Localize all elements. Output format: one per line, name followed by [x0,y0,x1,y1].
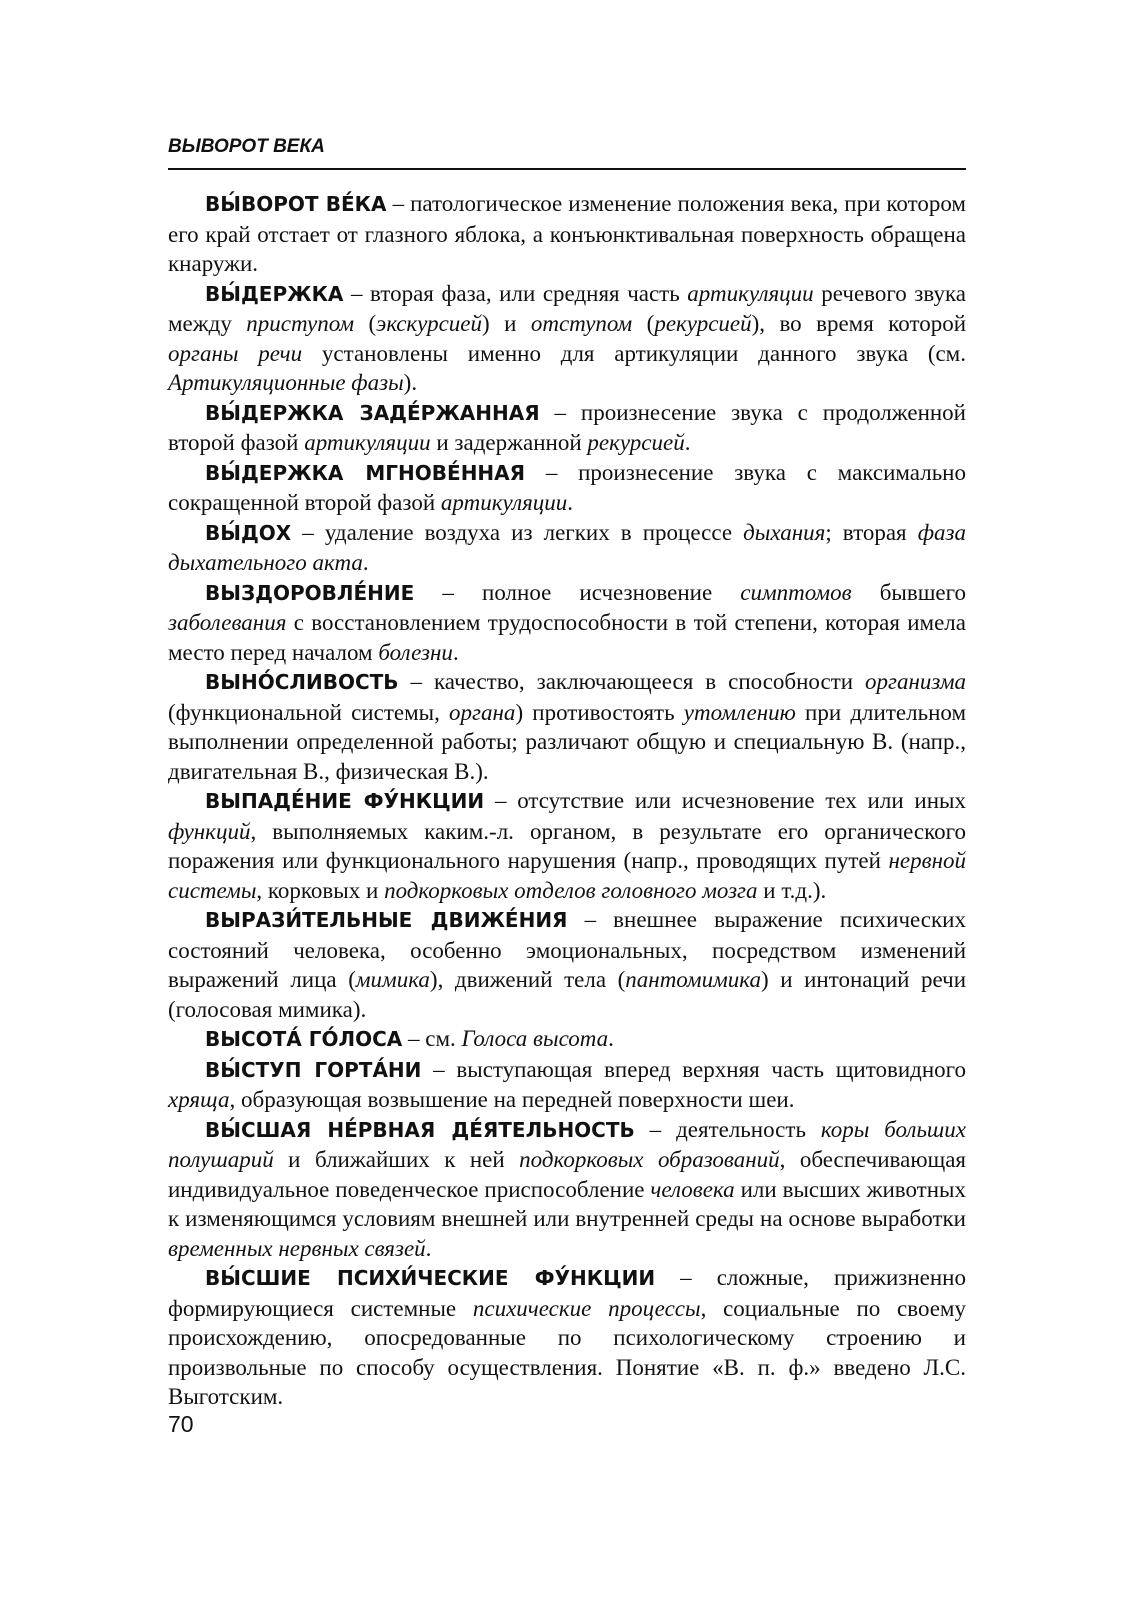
entry-vyrazitelnye-dvizheniya: ВЫРАЗИ́ТЕЛЬНЫЕ ДВИЖЕ́НИЯ – внешнее выражение психических состояний человека, особенно эмоциональных, посредством изменений выражений лица (мимика), движений тела (пантомимика) и интонаций речи (голосовая мимика). [168,907,966,1022]
cross-reference: органа [449,699,516,725]
page-number: 70 [168,1411,194,1437]
cross-reference: человека [650,1176,735,1202]
entry-term: ВЫ́ДЕРЖКА ЗАДЕ́РЖАННАЯ [205,400,540,425]
cross-reference: рекурсией [587,430,685,455]
cross-reference: пантомимика [625,967,761,992]
cross-reference: временных нервных связей [168,1235,426,1261]
entry-vysota-golosa: ВЫСОТА́ ГО́ЛОСА – см. Голоса высота. [205,1026,614,1051]
dictionary-text [168,189,966,1412]
entry-vysshie-psikhicheskie-funktsii: ВЫ́СШИЕ ПСИХИ́ЧЕСКИЕ ФУ́НКЦИИ – сложные, прижизненно формирующиеся системные психические процессы, социальные по своему происхождению, опосредованные по психологическому строению и произвольные по способу осуществления. Понятие «В. п. ф.» введено Л.С. Выготским. [168,1265,966,1409]
cross-reference: утомлению [683,699,796,725]
entry-term: ВЫ́ДЕРЖКА [205,281,344,306]
cross-reference: болезни [378,639,453,665]
cross-reference: коры больших полушарий [168,1116,966,1172]
entry-vyderzhka-zaderzhannaya: ВЫ́ДЕРЖКА ЗАДЕ́РЖАННАЯ – произнесение звука с продолженной второй фазой артикуляции и задержанной рекурсией. [168,399,966,455]
cross-reference: рекурсией [654,311,752,336]
cross-reference: артикуляции [440,490,568,515]
entry-vyzdorovlenie: ВЫЗДОРОВЛЕ́НИЕ – полное исчезновение симптомов бывшего заболевания с восстановлением трудоспособности в той степени, которая имела место перед началом болезни. [168,579,966,665]
cross-reference: артикуляции [304,430,431,455]
cross-reference: приступом [246,311,355,336]
cross-reference: нервной системы [168,848,966,903]
entry-term: ВЫПАДЕ́НИЕ ФУ́НКЦИИ [205,789,485,813]
entry-term: ВЫРАЗИ́ТЕЛЬНЫЕ ДВИЖЕ́НИЯ [205,908,568,932]
entry-term: ВЫ́СТУП ГОРТА́НИ [205,1057,422,1082]
cross-reference: органы речи [168,340,303,366]
cross-reference: фаза дыхательного акта [168,519,966,575]
entry-term: ВЫ́СШАЯ НЕ́РВНАЯ ДЕ́ЯТЕЛЬНОСТЬ [205,1117,635,1142]
cross-reference: мимика [355,967,430,992]
entry-vysshaya-nervnaya-deyatelnost: ВЫ́СШАЯ НЕ́РВНАЯ ДЕ́ЯТЕЛЬНОСТЬ – деятельность коры больших полушарий и ближайших к ней подкорковых образований, обеспечивающая индивидуальное поведенческое приспособление человека или высших животных к изменяющимся условиям внешней или внутренней среды на основе выработки временных нервных связей. [168,1116,966,1261]
entry-term: ВЫ́ДЕРЖКА МГНОВЕ́ННАЯ [205,460,526,485]
header-rule [168,168,966,170]
cross-reference: экскурсией [376,311,482,336]
cross-reference: Артикуляционные фазы [168,370,404,395]
cross-reference: хряща [168,1087,230,1112]
entry-vyderzhka-mgnovennaya: ВЫ́ДЕРЖКА МГНОВЕ́ННАЯ – произнесение звука с максимально сокращенной второй фазой артикуляции. [168,459,966,515]
entry-vyvorot-veka: ВЫ́ВОРОТ ВЕ́КА – патологическое изменение положения века, при котором его край отстает от глазного яблока, а конъюнктивальная поверхность обращена кнаружи. [168,191,966,276]
entry-vypadenie-funktsii: ВЫПАДЕ́НИЕ ФУ́НКЦИИ – отсутствие или исчезновение тех или иных функций, выполняемых каким.-л. органом, в результате его органического поражения или функционального нарушения (напр., проводящих путей нервной системы, корковых и подкорковых отделов головного мозга и т.д.). [168,788,966,903]
cross-reference: симптомов [740,579,852,605]
entry-term: ВЫНО́СЛИВОСТЬ [205,670,399,694]
cross-reference: функций [168,818,251,844]
entry-term: ВЫ́ДОХ [205,520,292,545]
cross-reference: подкорковых отделов головного мозга [384,877,758,903]
cross-reference: Голоса высота [461,1026,609,1051]
running-head: ВЫВОРОТ ВЕКА [168,136,325,157]
entry-vystup-gortani: ВЫ́СТУП ГОРТА́НИ – выступающая вперед верхняя часть щитовидного хряща, образующая возвышение на передней поверхности шеи. [168,1056,966,1112]
cross-reference: заболевания [168,610,287,635]
entry-term: ВЫЗДОРОВЛЕ́НИЕ [205,580,415,605]
entry-term: ВЫ́ВОРОТ ВЕ́КА [205,192,387,216]
cross-reference: дыхания [743,519,826,545]
entry-vynoslivost: ВЫНО́СЛИВОСТЬ – качество, заключающееся в способности организма (функциональной системы, органа) противостоять утомлению при длительном выполнении определенной работы; различают общую и специальную В. (напр., двигательная В., физическая В.). [168,669,966,784]
cross-reference: артикуляции [687,280,814,306]
cross-reference: подкорковых образований [519,1147,780,1172]
entry-term: ВЫ́СШИЕ ПСИХИ́ЧЕСКИЕ ФУ́НКЦИИ [205,1266,656,1290]
entry-vydokh: ВЫ́ДОХ – удаление воздуха из легких в процессе дыхания; вторая фаза дыхательного акта. [168,519,966,575]
entry-vyderzhka: ВЫ́ДЕРЖКА – вторая фаза, или средняя часть артикуляции речевого звука между приступом (экскурсией) и отступом (рекурсией), во время которой органы речи установлены именно для артикуляции данного звука (см. Артикуляционные фазы). [168,280,967,395]
cross-reference: психические процессы [472,1295,701,1321]
cross-reference: организма [865,669,966,694]
cross-reference: отступом [530,311,633,336]
entry-term: ВЫСОТА́ ГО́ЛОСА [205,1027,403,1051]
